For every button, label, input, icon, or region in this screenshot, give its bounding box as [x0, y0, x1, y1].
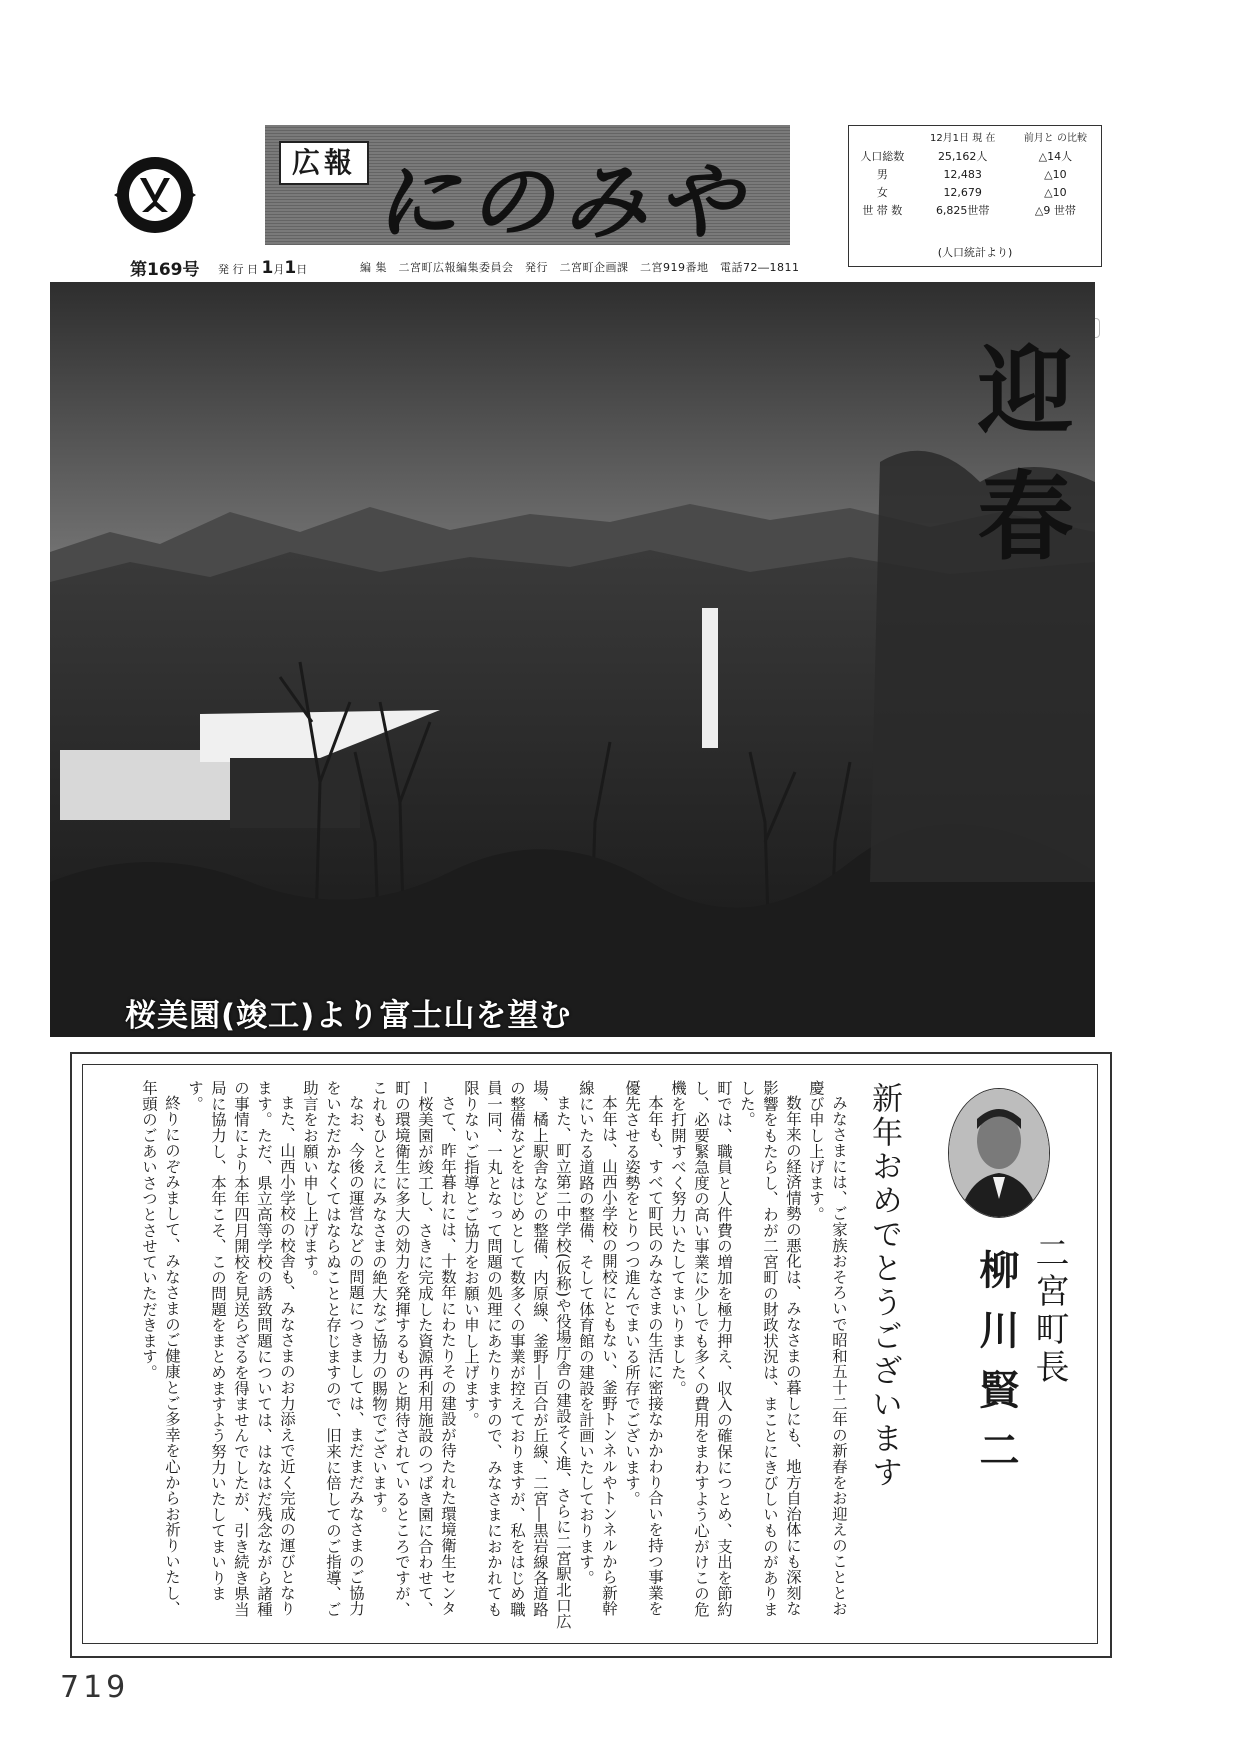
- issue-date: [218, 258, 307, 278]
- stats-change: △10: [1044, 186, 1067, 199]
- message-paragraph: さて、昨年暮れには、十数年にわたりその建設が待たれた環境衛生センター桜美園が竣工し、さきに完成した資源再利用施設のつばき園に合わせて、町の環境衛生に多大の効力を発揮するものと期待されているところですが、これもひとえにみなさまの絶大なご協力の賜物でございます。: [370, 1080, 457, 1618]
- population-table: [849, 130, 1101, 220]
- page-number: 719: [60, 1670, 130, 1705]
- issue-date-month: 1: [261, 258, 274, 278]
- stats-label: 男: [876, 168, 888, 181]
- message-paragraph: みなさまには、ご家族おそろいで昭和五十二年の新春をお迎えのこととお慶び申し上げます。: [807, 1080, 848, 1617]
- message-paragraph: なお、今後の運営などの問題につきましては、まだまだみなさまのご協力をいただかなくてはならぬことと存じますので、旧来に倍してのご指導、ご助言をお願い申し上げます。: [301, 1080, 365, 1618]
- stats-value: 12,483: [943, 168, 982, 181]
- stats-header-compare: 前月と の比較: [1023, 133, 1087, 144]
- message-paragraph: 本年も、すべて町民のみなさまの生活に密接なかかわり合いを持つ事業を優先させる姿勢をとりつつ進んでまいる所存でございます。: [623, 1080, 664, 1617]
- message-heading: 新年おめでとうございます: [866, 1082, 902, 1490]
- publisher-line: 編 集 二宮町広報編集委員会 発行 二宮町企画課 二宮919番地 電話72―1811: [360, 261, 800, 274]
- stats-label: 世 帯 数: [862, 204, 903, 217]
- author-name: 柳川賢二: [973, 1249, 1020, 1489]
- issue-number: 第169号: [130, 260, 200, 280]
- message-paragraph: また、山西小学校の校舎も、みなさまのお力添えで近く完成の運びとなります。ただ、県立高等学校の誘致問題については、はなはだ残念ながら諸種の事情により本年四月開校を見送らざるを得ませんでしたが、引き続き県当局に協力し、本年こそ、この問題をまとめますよう努力いたしてまいります。: [186, 1080, 296, 1618]
- message-body: [140, 1080, 850, 1630]
- message-signature: [968, 1235, 1074, 1645]
- stats-row: [849, 184, 1101, 202]
- stats-change: △14人: [1038, 150, 1073, 163]
- issue-date-month-unit: 月: [273, 263, 285, 276]
- stats-value: 12,679: [943, 186, 982, 199]
- masthead: [265, 125, 790, 251]
- stats-change: △9 世帯: [1034, 204, 1076, 217]
- stats-value: 6,825世帯: [935, 204, 990, 217]
- mayor-portrait: [948, 1088, 1050, 1218]
- author-title: 二宮町長: [1029, 1235, 1069, 1387]
- issue-date-day: 1: [284, 258, 297, 278]
- stats-row: [849, 148, 1101, 166]
- masthead-title: にのみや: [375, 152, 752, 251]
- stats-change: △10: [1044, 168, 1067, 181]
- stats-header-current: 12月1日 現 在: [929, 133, 996, 144]
- message-paragraph: 終りにのぞみまして、みなさまのご健康とご多幸を心からお祈りいたし、年頭のごあいさつとさせていただきます。: [140, 1080, 181, 1617]
- message-paragraph: 本年は、山西小学校の開校にともない、釜野トンネルやトンネルから新幹線にいたる道路の整備、そして体育館の建設を計画いたしております。: [577, 1080, 618, 1617]
- message-paragraph: 町では、職員と人件費の増加を極力押え、収入の確保につとめ、支出を節約し、必要緊急度の高い事業に少しでも多くの費用をまわすよう心がけこの危機を打開すべく努力いたしてまいりました。: [669, 1080, 733, 1618]
- message-paragraph: 数年来の経済情勢の悪化は、みなさまの暮しにも、地方自治体にも深刻な影響をもたらし、わが二宮町の財政状況は、まことにきびしいものがありました。: [738, 1080, 802, 1618]
- stats-value: 25,162人: [937, 150, 988, 163]
- masthead-label: 広報: [279, 141, 369, 185]
- stats-row: [849, 202, 1101, 220]
- photo-caption: 桜美園(竣工)より富士山を望む: [125, 998, 572, 1034]
- message-paragraph: また、町立第二中学校(仮称)や役場庁舎の建設そく進、さらに二宮駅北口広場、橘上駅舎などの整備、内原線、釜野―百合が丘線、二宮―黒岩線各道路の整備などをはじめとして数多くの事業が控えておりますが、私をはじめ職員一同、一丸となって問題の処理にあたりますので、みなさまにおかれても限りないご指導とご協力をお願い申し上げます。: [462, 1080, 572, 1630]
- stats-row: [849, 166, 1101, 184]
- new-year-calligraphy: 迎春: [962, 340, 1075, 592]
- stats-source-note: (人口統計より): [937, 246, 1013, 259]
- issue-date-day-unit: 日: [296, 263, 308, 276]
- stats-label: 人口総数: [860, 150, 905, 163]
- issue-date-prefix: 発 行 日: [218, 263, 258, 276]
- cover-photo: [50, 282, 1095, 1037]
- town-emblem-icon: [110, 150, 200, 240]
- stats-label: 女: [876, 186, 888, 199]
- population-stats: [848, 125, 1102, 267]
